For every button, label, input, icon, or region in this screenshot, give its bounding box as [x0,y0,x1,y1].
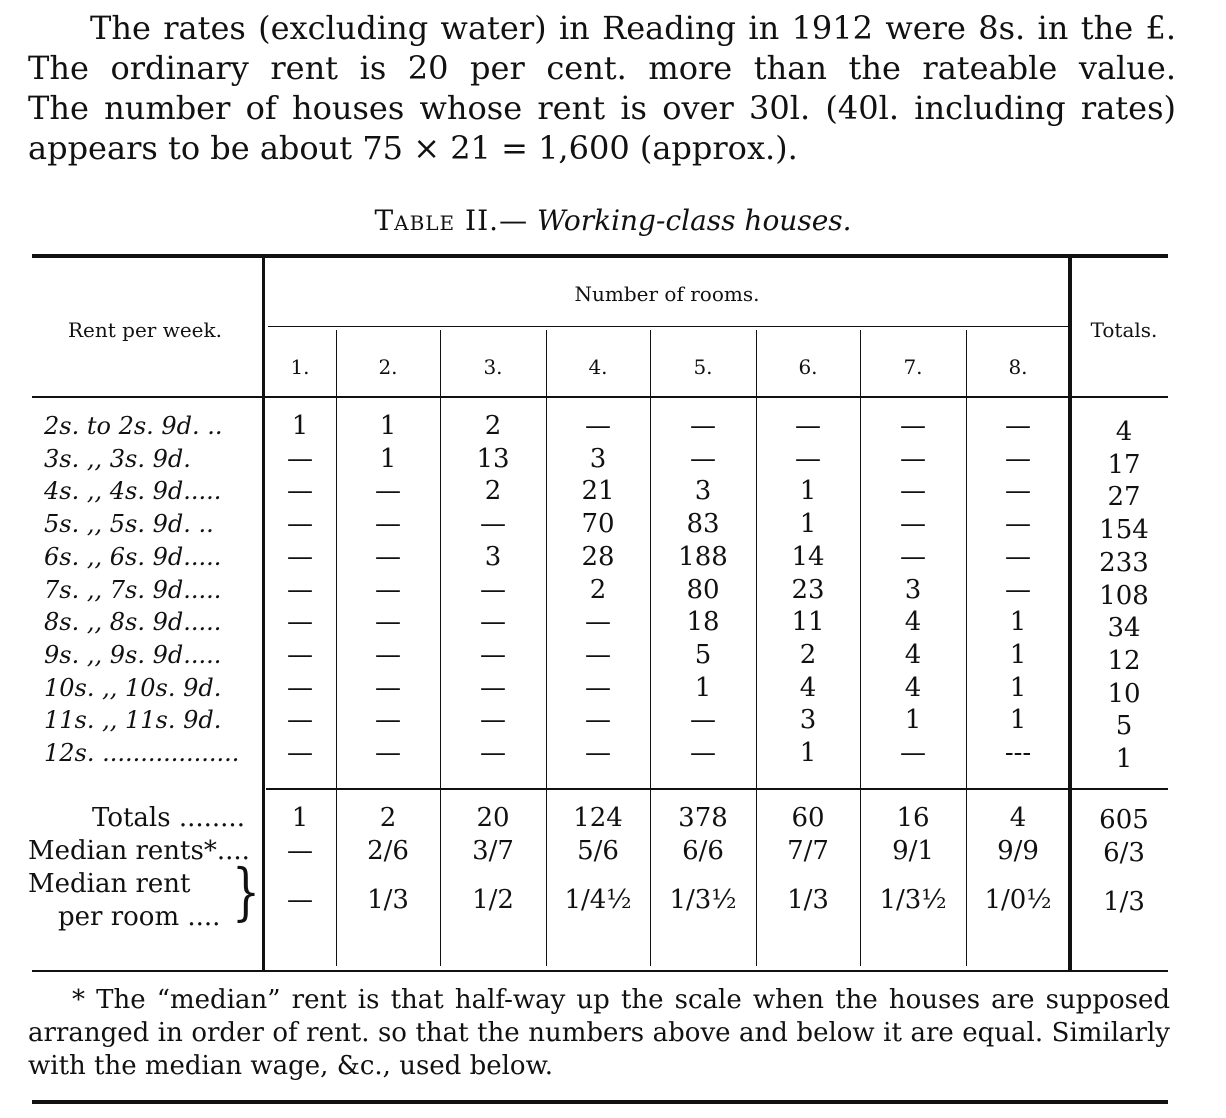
table-cell: 1 [1009,705,1027,736]
median-per-room-cell: 1/2 [472,885,514,915]
table-cell: — [375,672,401,703]
table-cell: — [1005,443,1031,474]
table-cell: — [480,672,506,703]
totals-cell: 2 [379,803,397,833]
totals-header: Totals. [1090,318,1158,342]
table-cell: — [287,607,313,638]
table-cell: 1 [291,411,309,441]
table-cell: 1 [1009,607,1027,638]
rent-band-label: 7s. ,, 7s. 9d..... [44,575,222,604]
table-cell: 3 [904,574,922,605]
table-cell: 18 [686,607,720,638]
table-cell: — [287,509,313,540]
intro-line: The ordinary rent is 20 per cent. more than the rateable value. [28,49,1176,87]
totals-cell: 124 [573,803,623,833]
row-total: 4 [1115,417,1133,447]
table-cell: — [375,607,401,638]
rent-band-label: 5s. ,, 5s. 9d. .. [44,510,214,539]
table-cell: — [900,738,926,768]
table-cell: — [795,411,821,441]
table-cell: — [287,672,313,703]
table-cell: — [690,411,716,441]
median-per-room-total: 1/3 [1103,887,1145,917]
table-cell: — [287,541,313,572]
body-bottom-rule [266,788,1168,790]
rent-band-label: 3s. ,, 3s. 9d. [44,444,191,473]
room-number-header: 8. [1008,355,1028,379]
row-total: 5 [1115,711,1133,742]
table-cell: 4 [904,607,922,638]
median-rents-cell: 5/6 [577,836,619,866]
table-cell: — [375,509,401,540]
table-cell: — [1005,541,1031,572]
totals-total: 605 [1099,805,1149,835]
table-cell: — [287,738,313,768]
totals-cell: 4 [1009,803,1027,833]
table-cell: — [480,574,506,605]
table-cell: — [585,705,611,736]
table-cell: --- [1004,738,1032,768]
table-cell: 2 [484,411,502,441]
table-cell: — [1005,574,1031,605]
table-cell: 28 [581,541,615,572]
table-cell: 1 [379,443,397,474]
row-total: 1 [1115,744,1133,774]
row-total: 27 [1107,482,1141,513]
table-cell: — [375,541,401,572]
table-caption [0,204,1226,237]
table-cell: 1 [379,411,397,441]
table-cell: — [375,738,401,768]
intro-line: The number of houses whose rent is over 30l. (40l. including rates) [28,89,1176,127]
table-cell: — [900,509,926,540]
table-cell: 3 [589,443,607,474]
table-cell: — [375,705,401,736]
table-cell: — [585,607,611,638]
row-total: 108 [1099,580,1149,611]
median-rents-total: 6/3 [1103,838,1145,868]
table-cell: 1 [1009,639,1027,670]
median-rents-cell: 7/7 [787,836,829,866]
table-cell: 80 [686,574,720,605]
table-cell: 23 [791,574,825,605]
table-cell: — [585,411,611,441]
room-number-header: 3. [483,355,503,379]
table-cell: 83 [686,509,720,540]
table-cell: — [1005,509,1031,540]
table-cell: — [287,705,313,736]
median-per-room-cell: 1/3½ [879,885,947,915]
table-cell: 1 [904,705,922,736]
header-bottom-rule [32,396,1168,398]
median-rents-cell: — [287,836,313,866]
table-cell: 2 [484,476,502,507]
median-per-room-label-1: Median rent [28,869,191,899]
table-cell: — [480,607,506,638]
table-cell: 4 [904,672,922,703]
table-cell: 1 [799,476,817,507]
rent-band-label: 9s. ,, 9s. 9d..... [44,640,222,669]
rent-band-label: 10s. ,, 10s. 9d. [44,673,222,702]
table-cell: 2 [799,639,817,670]
table-cell: — [585,639,611,670]
totals-cell: 20 [476,803,510,833]
table-cell: 1 [799,509,817,540]
intro-paragraph [28,8,1176,168]
table-cell: — [375,574,401,605]
table-cell: — [287,574,313,605]
table-cell: 3 [799,705,817,736]
table-cell: — [900,476,926,507]
median-per-room-cell: 1/4½ [564,885,632,915]
table-cell: — [690,738,716,768]
totals-cell: 1 [291,803,309,833]
table-cell: 11 [791,607,825,638]
totals-cell: 378 [678,803,728,833]
top-rule [32,254,1168,258]
table-cell: 70 [581,509,615,540]
median-per-room-cell: 1/0½ [984,885,1052,915]
room-number-header: 4. [588,355,608,379]
table-cell: — [1005,411,1031,441]
room-number-header: 1. [290,355,310,379]
median-per-room-cell: — [287,885,313,915]
rent-band-label: 2s. to 2s. 9d. .. [44,412,223,440]
median-rents-cell: 9/9 [997,836,1039,866]
table-cell: 13 [476,443,510,474]
table-bottom-rule [32,970,1168,972]
table-cell: — [287,476,313,507]
table-cell: — [480,738,506,768]
totals-cell: 16 [896,803,930,833]
table-cell: — [900,411,926,441]
median-rents-cell: 3/7 [472,836,514,866]
table-cell: — [480,705,506,736]
table-cell: — [585,672,611,703]
table-cell: 21 [581,476,615,507]
table-cell: — [690,443,716,474]
median-per-room-label-2: per room .... [58,902,221,932]
median-rents-label: Median rents*.... [28,836,250,866]
table-cell: — [900,443,926,474]
footnote [28,984,1170,1083]
intro-line: The rates (excluding water) in Reading in 1912 were 8s. in the £. [90,9,1176,47]
table-cell: 14 [791,541,825,572]
median-rents-cell: 2/6 [367,836,409,866]
totals-label: Totals ........ [92,803,245,833]
median-per-room-cell: 1/3½ [669,885,737,915]
table-cell: 1 [1009,672,1027,703]
rooms-header: Number of rooms. [574,282,760,306]
rent-band-label: 11s. ,, 11s. 9d. [44,706,222,735]
room-number-header: 6. [798,355,818,379]
rent-band-label: 6s. ,, 6s. 9d..... [44,542,222,571]
median-rents-cell: 9/1 [892,836,934,866]
row-total: 10 [1107,678,1141,709]
table-cell: 5 [694,639,712,670]
brace-icon: } [232,856,260,929]
median-per-room-cell: 1/3 [367,885,409,915]
room-number-header: 5. [693,355,713,379]
totals-cell: 60 [791,803,825,833]
room-number-header: 2. [378,355,398,379]
table-label: Table II.— [374,204,529,237]
row-total: 34 [1107,613,1141,644]
rent-band-label: 12s. .................. [44,739,240,767]
table-cell: — [690,705,716,736]
table-cell: — [900,541,926,572]
table-cell: — [480,639,506,670]
table-cell: — [480,509,506,540]
footnote-text: * The “median” rent is that half-way up the scale when the houses are supposed arranged in order of rent. so that the numbers above and below it are equal. Similarly with the median wage, &c., used below. [28,985,1170,1081]
table-cell: 1 [694,672,712,703]
median-per-room-cell: 1/3 [787,885,829,915]
rent-band-label: 4s. ,, 4s. 9d..... [44,477,222,506]
rooms-header-rule [268,326,1068,327]
table-cell: — [585,738,611,768]
rent-header: Rent per week. [68,318,222,342]
table-cell: — [795,443,821,474]
table-cell: 3 [484,541,502,572]
intro-line: appears to be about 75 × 21 = 1,600 (approx.). [28,129,798,167]
table-cell: 3 [694,476,712,507]
room-number-header: 7. [903,355,923,379]
row-total: 154 [1099,515,1149,546]
table-cell: 188 [678,541,728,572]
row-total: 233 [1099,547,1149,578]
table-cell: — [287,639,313,670]
table-cell: 1 [799,738,817,768]
row-total: 12 [1107,645,1141,676]
row-total: 17 [1107,449,1141,480]
table-title: Working-class houses. [536,204,852,237]
median-rents-cell: 6/6 [682,836,724,866]
table-cell: 4 [904,639,922,670]
table-cell: 2 [589,574,607,605]
table-cell: — [287,443,313,474]
page-bottom-rule [32,1100,1168,1104]
table-cell: 4 [799,672,817,703]
table-cell: — [375,476,401,507]
table-cell: — [1005,476,1031,507]
table-cell: — [375,639,401,670]
rent-band-label: 8s. ,, 8s. 9d..... [44,608,222,637]
